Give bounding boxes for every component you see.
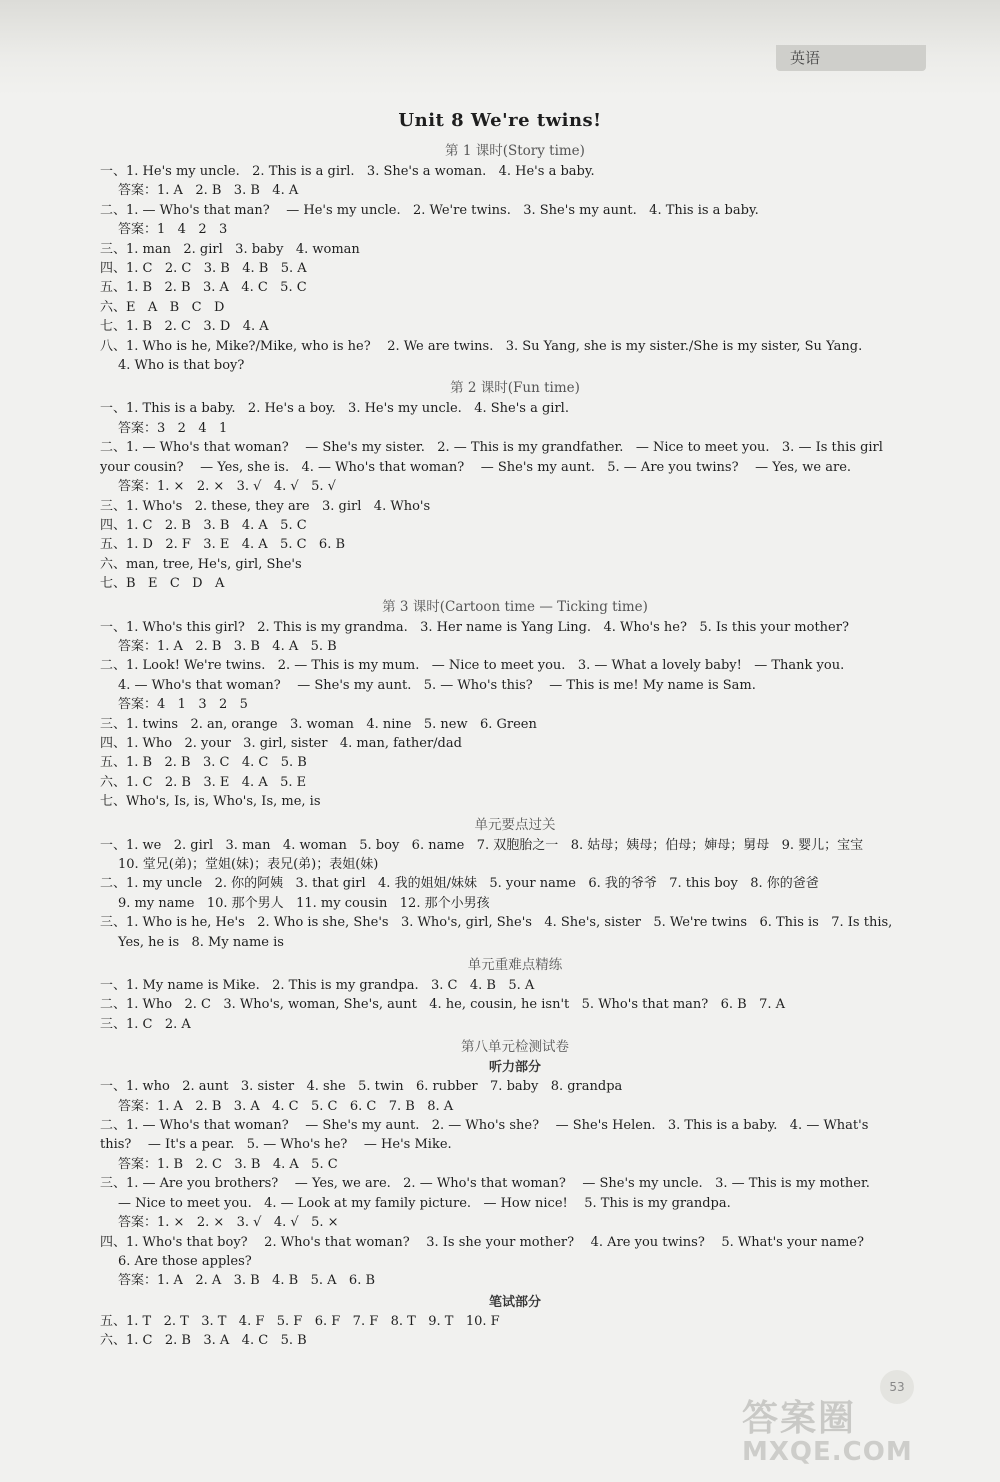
answer-line: 五、1. B 2. B 3. A 4. C 5. C	[100, 280, 307, 296]
answer-line: 一、1. My name is Mike. 2. This is my grandpa. 3. C 4. B 5. A	[100, 978, 535, 994]
section-heading: 第 2 课时(Fun time)	[450, 380, 580, 397]
answer-line: 五、1. D 2. F 3. E 4. A 5. C 6. B	[100, 537, 346, 553]
subsection-heading: 听力部分	[488, 1060, 541, 1076]
answer-line: 答案：1. A 2. B 3. B 4. A	[118, 183, 299, 199]
answer-line: 五、1. T 2. T 3. T 4. F 5. F 6. F 7. F 8. T 9. T 10. F	[100, 1313, 500, 1329]
section-heading: 第八单元检测试卷	[461, 1039, 569, 1056]
answer-line: 六、E A B C D	[100, 299, 225, 315]
answer-line: 一、1. He's my uncle. 2. This is a girl. 3. She's a woman. 4. He's a baby.	[100, 164, 595, 179]
answer-section	[100, 1293, 930, 1351]
page-title: Unit 8 We're twins!	[398, 110, 602, 131]
watermark-url: MXQE.COM	[742, 1437, 913, 1467]
answer-line: 一、1. This is a baby. 2. He's a boy. 3. He's my uncle. 4. She's a girl.	[100, 401, 569, 417]
answer-section	[100, 1036, 930, 1290]
answer-line: this? — It's a pear. 5. — Who's he? — He's Mike.	[100, 1137, 452, 1153]
section-heading: 第 1 课时(Story time)	[445, 143, 585, 159]
answer-line: 一、1. who 2. aunt 3. sister 4. she 5. twin 6. rubber 7. baby 8. grandpa	[100, 1079, 623, 1095]
answer-line: 五、1. B 2. B 3. C 4. C 5. B	[100, 755, 307, 771]
answer-line: 答案：1. × 2. × 3. √ 4. √ 5. √	[118, 479, 336, 495]
answer-section	[100, 954, 930, 1034]
answer-section	[100, 377, 930, 593]
answer-line: 答案：1 4 2 3	[118, 222, 228, 238]
answer-line: 答案：1. A 2. A 3. B 4. B 5. A 6. B	[118, 1273, 376, 1289]
answer-line: 4. — Who's that woman? — She's my aunt. 5. — Who's this? — This is me! My name is Sam.	[118, 677, 756, 693]
answer-line: 一、1. Who's this girl? 2. This is my grandma. 3. Her name is Yang Ling. 4. Who's he? 5. Is this your mother?	[100, 619, 849, 635]
answer-line: 六、1. C 2. B 3. E 4. A 5. E	[100, 774, 307, 790]
answer-line: 答案：1. × 2. × 3. √ 4. √ 5. ×	[118, 1215, 339, 1231]
answer-line: 二、1. — Who's that woman? — She's my aunt. 2. — Who's she? — She's Helen. 3. This is a baby. 4. — What's	[100, 1118, 869, 1134]
answer-line: 10. 堂兄(弟)；堂姐(妹)；表兄(弟)；表姐(妹)	[118, 857, 379, 872]
answer-line: 答案：1. B 2. C 3. B 4. A 5. C	[118, 1156, 338, 1172]
answer-line: your cousin? — Yes, she is. 4. — Who's that woman? — She's my aunt. 5. — Are you twins? — Yes, we are.	[100, 459, 852, 475]
answer-line: 三、1. Who's 2. these, they are 3. girl 4. Who's	[100, 498, 431, 514]
answer-line: 四、1. C 2. C 3. B 4. B 5. A	[100, 261, 307, 277]
answer-line: 答案：1. A 2. B 3. A 4. C 5. C 6. C 7. B 8. A	[118, 1098, 454, 1114]
section-heading: 单元要点过关	[474, 816, 556, 833]
answer-section	[100, 814, 930, 952]
answer-line: 四、1. Who's that boy? 2. Who's that woman? 3. Is she your mother? 4. Are you twins? 5. What's your name?	[100, 1234, 864, 1250]
section-heading: 单元重难点精练	[467, 957, 563, 974]
answer-content	[100, 140, 930, 1353]
watermark-logo	[742, 1390, 982, 1475]
subsection-heading: 笔试部分	[488, 1294, 541, 1310]
answer-line: 答案：3 2 4 1	[118, 420, 228, 436]
answer-line: Yes, he is 8. My name is	[118, 934, 284, 950]
answer-section	[100, 596, 930, 812]
watermark-stamp: 答案圈	[742, 1398, 857, 1439]
answer-line: 二、1. — Who's that man? — He's my uncle. 2. We're twins. 3. She's my aunt. 4. This is a baby.	[100, 202, 759, 218]
answer-line: 三、1. man 2. girl 3. baby 4. woman	[100, 241, 360, 257]
subject-tab: 英语	[776, 45, 926, 71]
answer-line: 二、1. my uncle 2. 你的阿姨 3. that girl 4. 我的姐姐/妹妹 5. your name 6. 我的爷爷 7. this boy 8. 你的爸爸	[100, 876, 819, 892]
answer-line: 七、Who's, Is, is, Who's, Is, me, is	[100, 794, 321, 810]
answer-line: 9. my name 10. 那个男人 11. my cousin 12. 那个小男孩	[118, 895, 490, 911]
answer-line: 四、1. Who 2. your 3. girl, sister 4. man, father/dad	[100, 735, 462, 751]
answer-line: 4. Who is that boy?	[118, 358, 245, 374]
answer-line: 二、1. — Who's that woman? — She's my sister. 2. — This is my grandfather. — Nice to meet you. 3. — Is this girl	[100, 440, 883, 456]
answer-line: 三、1. twins 2. an, orange 3. woman 4. nine 5. new 6. Green	[100, 716, 537, 732]
answer-line: 六、1. C 2. B 3. A 4. C 5. B	[100, 1333, 307, 1349]
answer-line: 三、1. Who is he, He's 2. Who is she, She's 3. Who's, girl, She's 4. She's, sister 5. We're twins 6. This is 7. Is this,	[100, 915, 893, 931]
answer-line: 二、1. Look! We're twins. 2. — This is my mum. — Nice to meet you. 3. — What a lovely baby! — Thank you.	[100, 658, 845, 674]
answer-line: 6. Are those apples?	[118, 1253, 252, 1269]
answer-line: 三、1. — Are you brothers? — Yes, we are. 2. — Who's that woman? — She's my uncle. 3. — This is my mother.	[100, 1176, 870, 1192]
answer-section	[100, 140, 930, 375]
answer-line: 七、1. B 2. C 3. D 4. A	[100, 319, 269, 335]
answer-line: 答案：1. A 2. B 3. B 4. A 5. B	[118, 638, 337, 654]
answer-line: 三、1. C 2. A	[100, 1016, 191, 1032]
answer-line: 答案：4 1 3 2 5	[118, 697, 248, 713]
page-number: 53	[880, 1370, 914, 1404]
section-heading: 第 3 课时(Cartoon time — Ticking time)	[382, 598, 648, 615]
answer-line: 一、1. we 2. girl 3. man 4. woman 5. boy 6. name 7. 双胞胎之一 8. 姑母；姨母；伯母；婶母；舅母 9. 婴儿；宝宝	[100, 837, 864, 853]
answer-line: 二、1. Who 2. C 3. Who's, woman, She's, aunt 4. he, cousin, he isn't 5. Who's that man? 6. B 7. A	[100, 997, 786, 1013]
answer-line: 八、1. Who is he, Mike?/Mike, who is he? 2. We are twins. 3. Su Yang, she is my sister./She is my sister, Su Yang.	[100, 338, 863, 354]
answer-line: 四、1. C 2. B 3. B 4. A 5. C	[100, 517, 307, 533]
answer-line: 六、man, tree, He's, girl, She's	[100, 556, 302, 572]
answer-line: — Nice to meet you. 4. — Look at my family picture. — How nice! 5. This is my grandpa.	[118, 1195, 731, 1211]
answer-line: 七、B E C D A	[100, 576, 225, 592]
